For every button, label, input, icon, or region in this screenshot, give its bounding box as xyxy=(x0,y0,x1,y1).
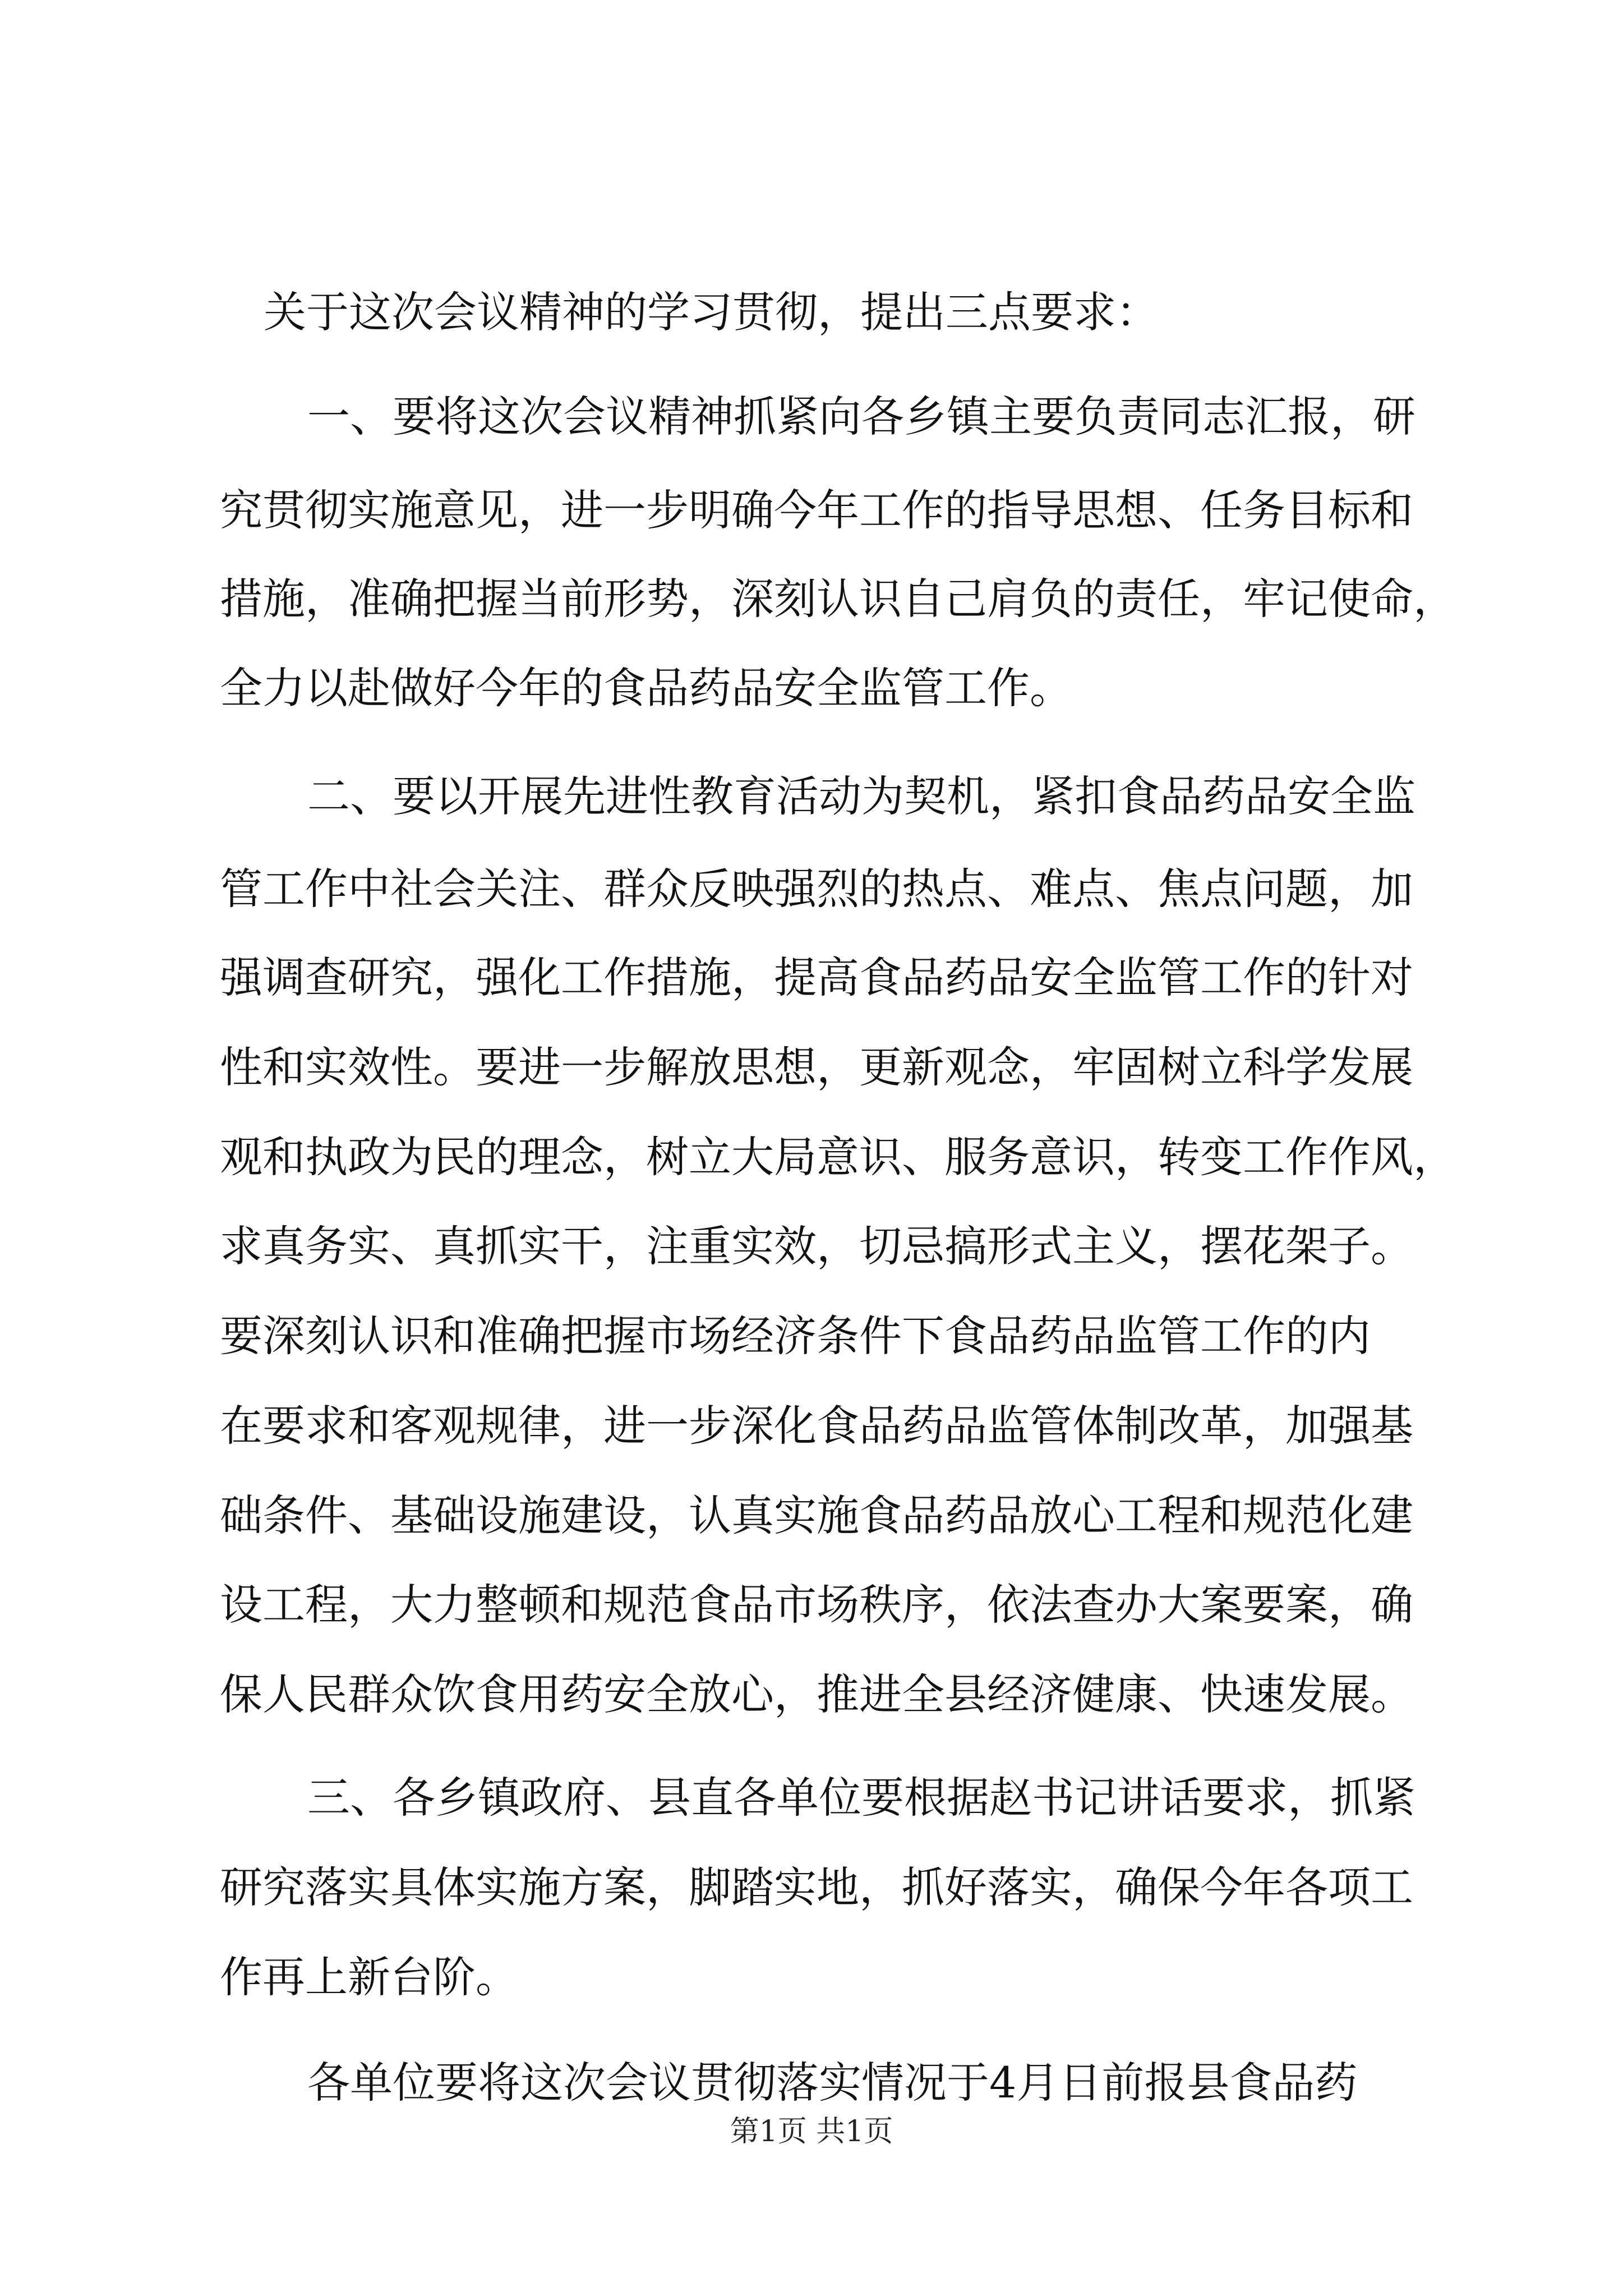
text-line: 关于这次会议精神的学习贯彻，提出三点要求： xyxy=(264,287,1159,337)
text-line: 设工程，大力整顿和规范食品市场秩序，依法查办大案要案，确 xyxy=(220,1580,1413,1630)
text-line: 各单位要将这次会议贯彻落实情况于4月日前报县食品药 xyxy=(307,2058,1358,2108)
text-line: 一、要将这次会议精神抓紧向各乡镇主要负责同志汇报，研 xyxy=(307,392,1415,441)
text-line: 在要求和客观规律，进一步深化食品药品监管体制改革，加强基 xyxy=(220,1401,1413,1451)
text-line: 础条件、基础设施建设，认真实施食品药品放心工程和规范化建 xyxy=(220,1490,1413,1540)
text-line: 二、要以开展先进性教育活动为契机，紧扣食品药品安全监 xyxy=(307,771,1415,821)
text-line: 管工作中社会关注、群众反映强烈的热点、难点、焦点问题，加 xyxy=(220,864,1413,914)
text-line: 作再上新台阶。 xyxy=(220,1952,518,2002)
text-line: 要深刻认识和准确把握市场经济条件下食品药品监管工作的内 xyxy=(220,1311,1371,1361)
page-footer: 第1页 共1页 xyxy=(730,2115,893,2148)
text-line: 研究落实具体实施方案，脚踏实地，抓好落实，确保今年各项工 xyxy=(220,1862,1413,1912)
text-line: 保人民群众饮食用药安全放心，推进全县经济健康、快速发展。 xyxy=(220,1669,1413,1719)
text-line: 全力以赴做好今年的食品药品安全监管工作。 xyxy=(220,663,1072,713)
text-line: 观和执政为民的理念，树立大局意识、服务意识，转变工作作风， xyxy=(220,1132,1456,1182)
text-line: 三、各乡镇政府、县直各单位要根据赵书记讲话要求，抓紧 xyxy=(307,1773,1415,1823)
text-line: 求真务实、真抓实干，注重实效，切忌搞形式主义，摆花架子。 xyxy=(220,1221,1413,1271)
text-line: 强调查研究，强化工作措施，提高食品药品安全监管工作的针对 xyxy=(220,953,1413,1002)
text-line: 究贯彻实施意见，进一步明确今年工作的指导思想、任务目标和 xyxy=(220,485,1413,535)
text-line: 性和实效性。要进一步解放思想，更新观念，牢固树立科学发展 xyxy=(220,1042,1413,1092)
text-line: 措施，准确把握当前形势，深刻认识自己肩负的责任，牢记使命， xyxy=(220,574,1456,624)
